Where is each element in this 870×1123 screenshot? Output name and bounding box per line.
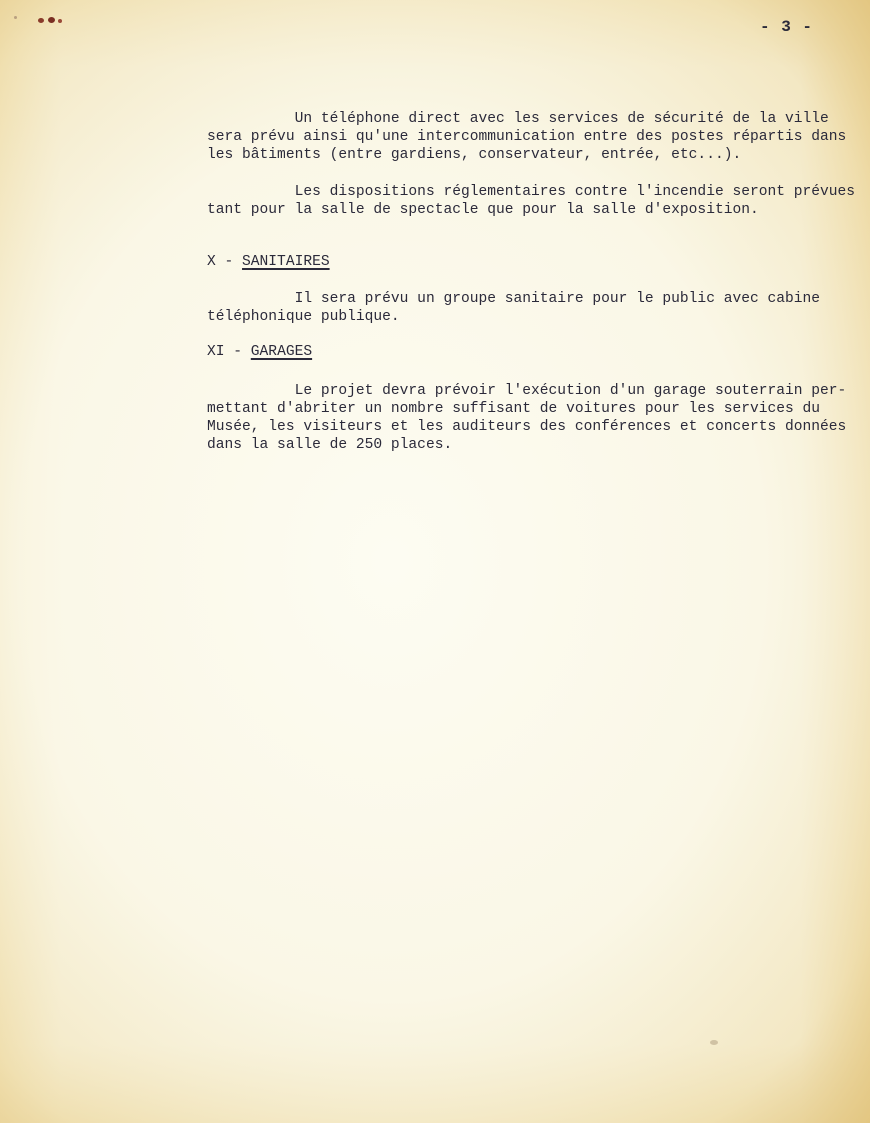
section-number: XI -	[207, 344, 251, 360]
paragraph-sanitaires: Il sera prévu un groupe sanitaire pour le public avec cabine téléphonique publique.	[207, 291, 821, 325]
section-title: SANITAIRES	[242, 254, 330, 270]
paper-stain	[38, 18, 44, 23]
page-number: - 3 -	[760, 18, 814, 36]
section-number: X -	[207, 254, 243, 270]
paper-stain	[58, 19, 62, 23]
section-heading-sanitaires	[207, 253, 330, 271]
paper-stain	[710, 1040, 718, 1045]
paper-stain	[48, 17, 55, 23]
section-heading-garages	[207, 343, 312, 361]
section-title: GARAGES	[250, 344, 313, 360]
paragraph-telephone: Un téléphone direct avec les services de sécurité de la ville sera prévu ainsi qu'une intercommunication entre des postes répartis dans les bâtiments (entre gardiens, conservateur, entrée, etc...).	[207, 111, 847, 163]
paragraph-garages: Le projet devra prévoir l'exécution d'un garage souterrain per- mettant d'abriter un nombre suffisant de voitures pour les services du Musée, les visiteurs et les auditeurs des conférences et concerts données dans la salle de 250 places.	[207, 383, 847, 453]
paragraph-fire-safety: Les dispositions réglementaires contre l'incendie seront prévues tant pour la salle de spectacle que pour la salle d'exposition.	[207, 184, 856, 218]
paper-stain	[14, 16, 17, 19]
